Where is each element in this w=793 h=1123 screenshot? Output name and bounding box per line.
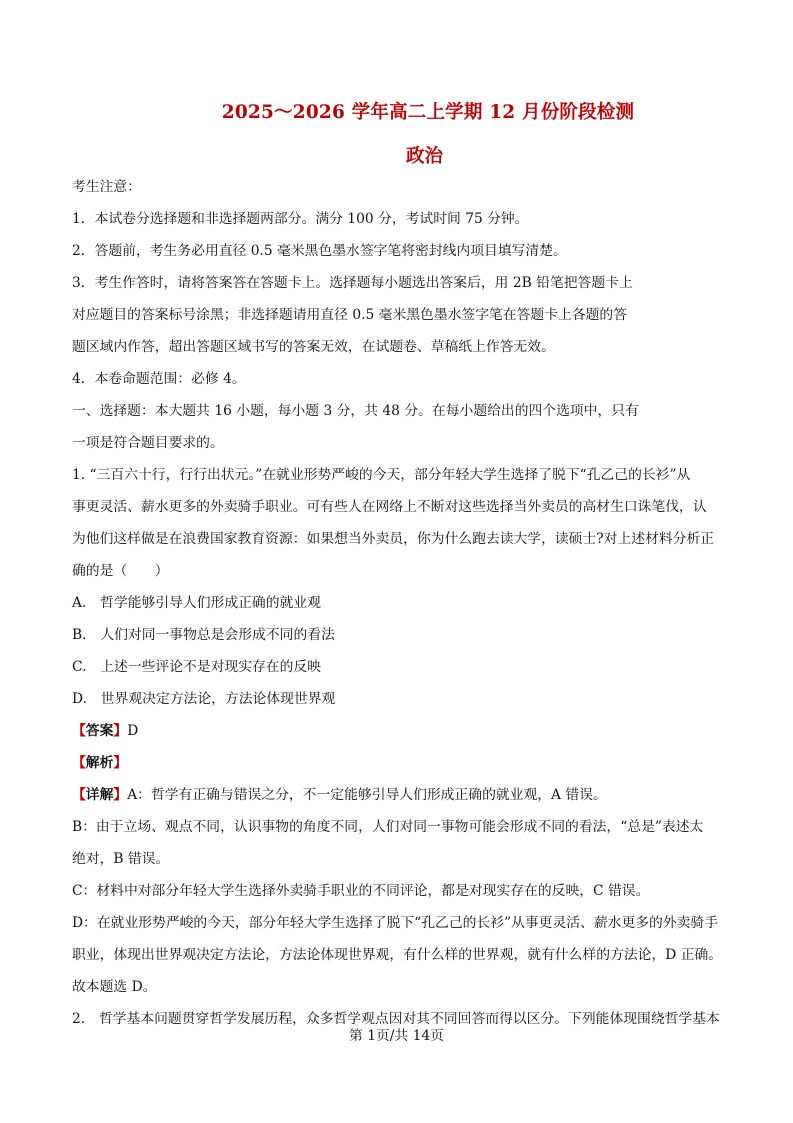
detail-text: C：材料中对部分年轻大学生选择外卖骑手职业的不同评论，都是对现实存在的反映，C 错误。 [72, 883, 650, 899]
page-number: 第 1页/共 14页 [349, 1028, 444, 1044]
analysis-bracket-close: 】 [113, 755, 128, 771]
exam-title: 2025～2026 学年高二上学期 12 月份阶段检测 [221, 102, 635, 123]
option-d: D. 世界观决定方法论，方法论体现世界观 [72, 691, 336, 707]
notice-item: 3．考生作答时，请将答案答在答题卡上。选择题每小题选出答案后，用 2B 铅笔把答题卡上 [72, 275, 633, 291]
detail-bracket-close: 】 [113, 787, 128, 803]
subject-title: 政治 [405, 146, 443, 167]
analysis-line [72, 752, 732, 784]
notice-heading: 考生注意： [72, 179, 141, 195]
answer-line [72, 720, 732, 752]
notice-item: 对应题目的答案标号涂黑；非选择题请用直径 0.5 毫米黑色墨水签字笔在答题卡上各题的答 [72, 307, 627, 323]
detail-text: 故本题选 D。 [72, 979, 157, 995]
notice-item: 题区域内作答，超出答题区域书写的答案无效，在试题卷、草稿纸上作答无效。 [72, 339, 555, 355]
section-heading: 一项是符合题目要求的。 [72, 435, 224, 451]
detail-text: B：由于立场、观点不同，认识事物的角度不同，人们对同一事物可能会形成不同的看法，“总是”表述太 [72, 819, 704, 835]
option-c: C. 上述一些评论不是对现实存在的反映 [72, 659, 321, 675]
question-stem: 1. “三百六十行，行行出状元。”在就业形势严峻的今天，部分年轻大学生选择了脱下“孔乙己的长衫”从 [72, 467, 691, 483]
question-stem: 确的是（ ） [72, 563, 169, 579]
detail-text: A：哲学有正确与错误之分，不一定能够引导人们形成正确的就业观，A 错误。 [127, 787, 607, 803]
answer-value: D [127, 723, 139, 739]
exam-body [72, 176, 732, 1040]
answer-bracket-close: 】 [113, 723, 128, 739]
detail-label: 详解 [85, 787, 114, 803]
analysis-bracket-open: 【 [72, 755, 86, 771]
detail-text: 职业，体现出世界观决定方法论，方法论体现世界观，有什么样的世界观，就有什么样的方法论，D 正确。 [72, 947, 723, 963]
detail-text: D：在就业形势严峻的今天，部分年轻大学生选择了脱下“孔乙己的长衫”从事更灵活、薪水更多的外卖骑手 [72, 915, 719, 931]
notice-item: 4．本卷命题范围：必修 4。 [72, 371, 246, 387]
detail-bracket-open: 【 [72, 787, 86, 803]
detail-line [72, 784, 732, 816]
notice-item: 1．本试卷分选择题和非选择题两部分。满分 100 分，考试时间 75 分钟。 [72, 211, 529, 227]
section-heading: 一、选择题：本大题共 16 小题，每小题 3 分，共 48 分。在每小题给出的四个选项中，只有 [72, 403, 639, 419]
analysis-label: 解析 [85, 755, 114, 771]
detail-text: 绝对，B 错误。 [72, 851, 170, 867]
option-b: B. 人们对同一事物总是会形成不同的看法 [72, 627, 335, 643]
question-stem: 2. 哲学基本问题贯穿哲学发展历程，众多哲学观点因对其不同回答而得以区分。下列能体现围绕哲学基本 [72, 1011, 720, 1027]
question-stem: 事更灵活、薪水更多的外卖骑手职业。可有些人在网络上不断对这些选择当外卖员的高材生口诛笔伐，认 [72, 499, 707, 515]
answer-label: 答案 [85, 723, 114, 739]
question-stem: 为他们这样做是在浪费国家教育资源：如果想当外卖员，你为什么跑去读大学，读硕士?对上述材料分析正 [72, 531, 715, 547]
notice-item: 2．答题前，考生务必用直径 0.5 毫米黑色墨水签字笔将密封线内项目填写清楚。 [72, 243, 567, 259]
option-a: A. 哲学能够引导人们形成正确的就业观 [72, 595, 321, 611]
answer-bracket-open: 【 [72, 723, 86, 739]
